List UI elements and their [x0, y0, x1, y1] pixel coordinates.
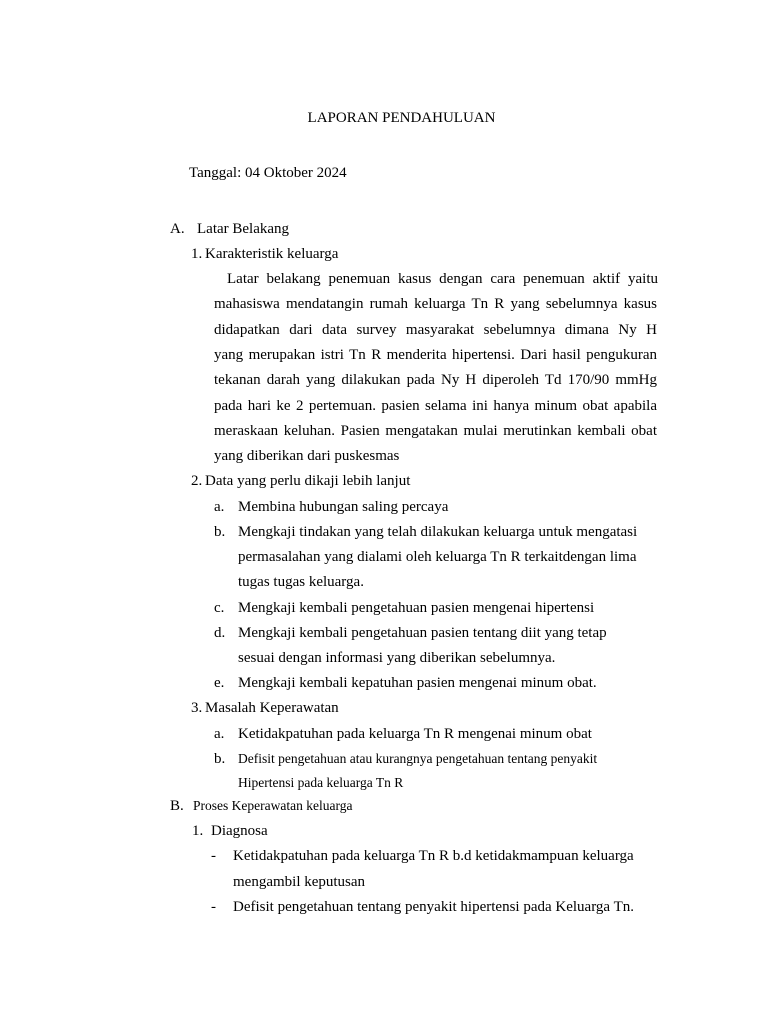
a3-sub-marker: b. [214, 751, 226, 767]
a3-sub-line: Ketidakpatuhan pada keluarga Tn R mengenai minum obat [238, 726, 592, 742]
a3-sub-line: Hipertensi pada keluarga Tn R [238, 775, 404, 790]
a2-sub-marker: d. [214, 625, 226, 641]
b1-bullet-line: mengambil keputusan [233, 874, 366, 890]
a2-sub-marker: e. [214, 675, 225, 691]
section-a-heading: Latar Belakang [197, 221, 290, 237]
a3-marker: 3. [191, 700, 203, 716]
a2-heading: Data yang perlu dikaji lebih lanjut [205, 473, 411, 489]
a1-paragraph-line: pada hari ke 2 pertemuan. pasien selama ini hanya minum obat apabila [214, 398, 657, 414]
a2-sub-marker: b. [214, 524, 226, 540]
a1-marker: 1. [191, 246, 203, 262]
a2-marker: 2. [191, 473, 203, 489]
a2-sub-line: Membina hubungan saling percaya [238, 499, 449, 515]
a1-paragraph-line: yang merupakan istri Tn R menderita hipertensi. Dari hasil pengukuran [214, 347, 657, 363]
a2-sub-line: permasalahan yang dialami oleh keluarga Tn R terkaitdengan lima [238, 549, 637, 565]
b1-bullet-line: Defisit pengetahuan tentang penyakit hipertensi pada Keluarga Tn. [233, 899, 634, 915]
document-title: LAPORAN PENDAHULUAN [307, 110, 496, 126]
a1-paragraph-line: tekanan darah yang dilakukan pada Ny H diperoleh Td 170/90 mmHg [214, 372, 657, 388]
b1-marker: 1. [192, 823, 204, 839]
section-b-marker: B. [170, 798, 184, 814]
a3-heading: Masalah Keperawatan [205, 700, 339, 716]
a1-heading: Karakteristik keluarga [205, 246, 339, 262]
a2-sub-line: Mengkaji tindakan yang telah dilakukan keluarga untuk mengatasi [238, 524, 638, 540]
a2-sub-line: tugas tugas keluarga. [238, 574, 364, 590]
b1-bullet-line: Ketidakpatuhan pada keluarga Tn R b.d ketidakmampuan keluarga [233, 848, 634, 864]
a2-sub-line: Mengkaji kembali pengetahuan pasien mengenai hipertensi [238, 600, 595, 616]
a1-paragraph-line: yang diberikan dari puskesmas [214, 448, 400, 464]
a1-paragraph-line: meraskaan keluhan. Pasien mengatakan mulai merutinkan kembali obat [214, 423, 657, 439]
date-line: Tanggal: 04 Oktober 2024 [189, 165, 347, 181]
a2-sub-line: Mengkaji kembali kepatuhan pasien mengenai minum obat. [238, 675, 597, 691]
a2-sub-line: Mengkaji kembali pengetahuan pasien tentang diit yang tetap [238, 625, 607, 641]
a2-sub-line: sesuai dengan informasi yang diberikan sebelumnya. [238, 650, 556, 666]
a1-paragraph-line: didapatkan dari data survey masyarakat sebelumnya dimana Ny H [214, 322, 657, 338]
b1-bullet-marker: - [211, 899, 216, 915]
section-a-marker: A. [170, 221, 185, 237]
section-b-heading: Proses Keperawatan keluarga [193, 798, 353, 813]
a1-paragraph-line: Latar belakang penemuan kasus dengan cara penemuan aktif yaitu [227, 271, 658, 287]
a3-sub-marker: a. [214, 726, 225, 742]
b1-heading: Diagnosa [211, 823, 268, 839]
a2-sub-marker: c. [214, 600, 225, 616]
a1-paragraph-line: mahasiswa mendatangin rumah keluarga Tn R yang sebelumnya kasus [214, 296, 657, 312]
a3-sub-line: Defisit pengetahuan atau kurangnya pengetahuan tentang penyakit [238, 751, 598, 766]
a2-sub-marker: a. [214, 499, 225, 515]
b1-bullet-marker: - [211, 848, 216, 864]
